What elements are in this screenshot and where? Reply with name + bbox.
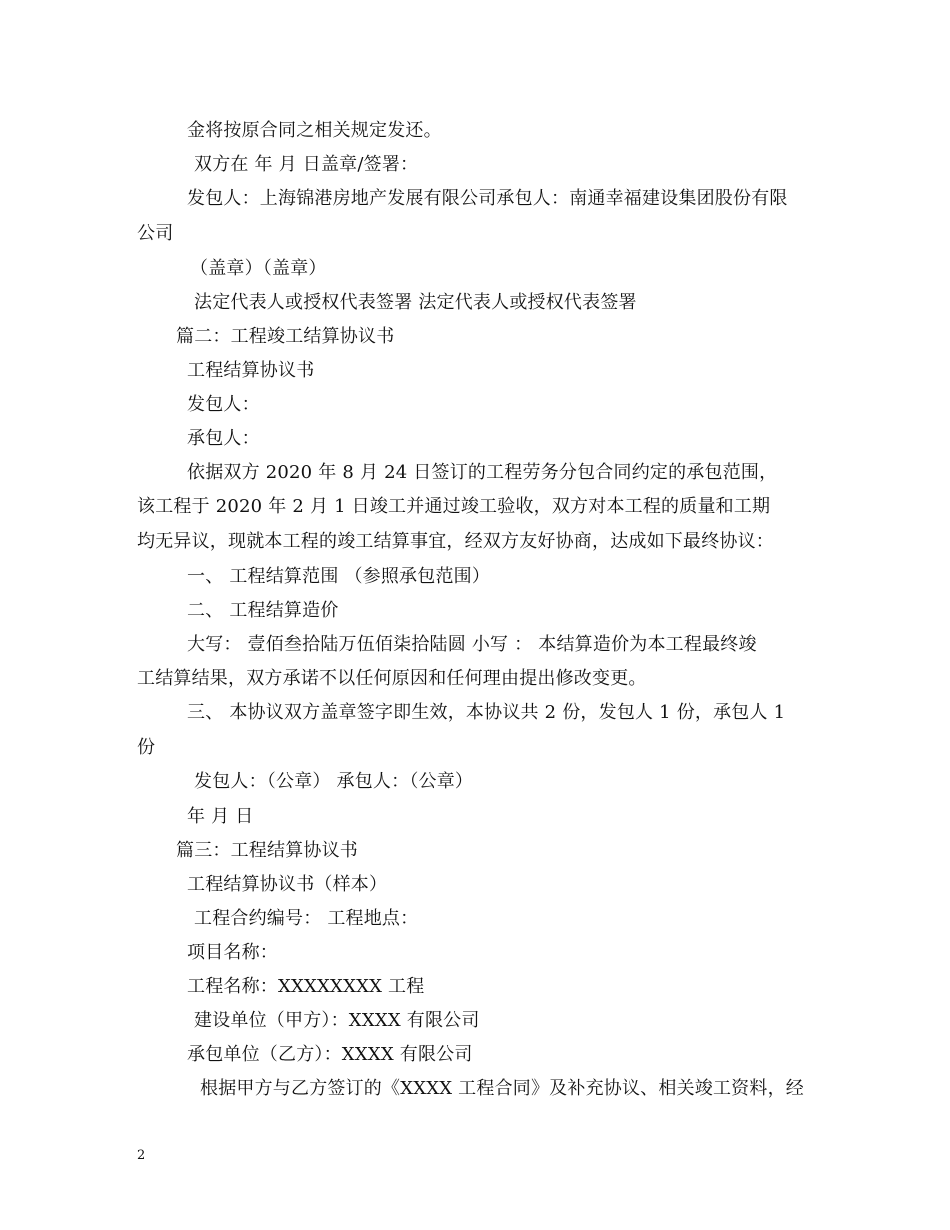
- text-line: 根据甲方与乙方签订的《XXXX 工程合同》及补充协议、相关竣工资料，经: [200, 1078, 804, 1099]
- text-line: 工程合约编号： 工程地点：: [194, 908, 419, 929]
- text-line: 该工程于 2020 年 2 月 1 日竣工并通过竣工验收，双方对本工程的质量和工期: [137, 496, 771, 517]
- text-line: 发包人：上海锦港房地产发展有限公司承包人：南通幸福建设集团股份有限: [187, 188, 788, 209]
- text-line: 工结算结果，双方承诺不以任何原因和任何理由提出修改变更。: [137, 668, 647, 689]
- text-line: 依据双方 2020 年 8 月 24 日签订的工程劳务分包合同约定的承包范围，: [187, 462, 778, 483]
- section-heading: 篇三：工程结算协议书: [176, 840, 358, 861]
- page-number: 2: [137, 1148, 146, 1163]
- text-line: 份: [137, 737, 156, 758]
- text-line: 建设单位（甲方）：XXXX 有限公司: [194, 1010, 480, 1031]
- section-heading: 篇二：工程竣工结算协议书: [176, 326, 395, 347]
- text-line: 法定代表人或授权代表签署 法定代表人或授权代表签署: [194, 292, 637, 313]
- text-line: 年 月 日: [187, 806, 254, 827]
- text-line: 金将按原合同之相关规定发还。: [187, 120, 442, 141]
- text-line: （盖章）（盖章）: [190, 258, 327, 279]
- text-line: 均无异议，现就本工程的竣工结算事宜，经双方友好协商，达成如下最终协议：: [137, 531, 774, 552]
- text-line: 公司: [137, 223, 174, 244]
- text-line: 承包单位（乙方）：XXXX 有限公司: [187, 1044, 473, 1065]
- text-line: 二、 工程结算造价: [187, 600, 339, 621]
- text-line: 发包人：（公章） 承包人：（公章）: [194, 771, 474, 792]
- text-line: 发包人：: [187, 394, 260, 415]
- text-line: 项目名称：: [187, 942, 278, 963]
- text-line: 一、 工程结算范围 （参照承包范围）: [187, 566, 491, 587]
- text-line: 工程结算协议书（样本）: [187, 874, 388, 895]
- text-line: 双方在 年 月 日盖章/签署：: [194, 154, 419, 175]
- text-line: 三、 本协议双方盖章签字即生效，本协议共 2 份，发包人 1 份，承包人 1: [187, 702, 786, 723]
- text-line: 工程名称：XXXXXXXX 工程: [187, 976, 425, 997]
- text-line: 承包人：: [187, 428, 260, 449]
- text-line: 大写： 壹佰叁拾陆万伍佰柒拾陆圆 小写 ： 本结算造价为本工程最终竣: [187, 634, 757, 655]
- text-line: 工程结算协议书: [187, 360, 315, 381]
